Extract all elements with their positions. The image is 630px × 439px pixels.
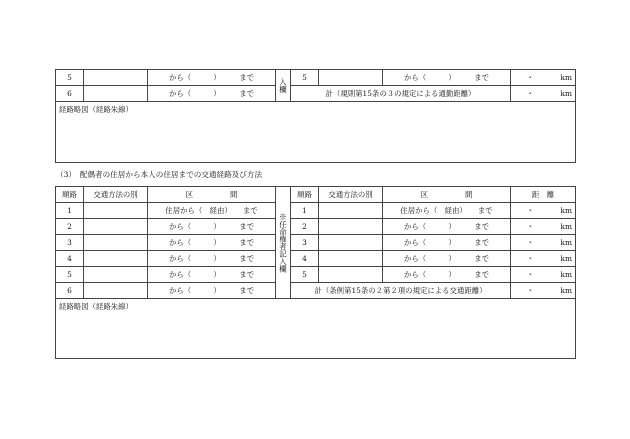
table-header-row — [56, 187, 576, 203]
route-order-cell: 6 — [56, 86, 84, 102]
distance-cell[interactable]: ・ km — [511, 219, 576, 235]
total-distance-label: 計（条例第15条の２第２項の規定による交通距離） — [291, 283, 511, 299]
route-section-cell[interactable]: から（ ） まで — [383, 219, 511, 235]
distance-cell[interactable]: ・ km — [511, 283, 576, 299]
route-map-label: 経路略図（経路朱線） — [59, 302, 133, 311]
appointer-entry-label: 入欄 — [276, 70, 291, 102]
table-row — [56, 70, 576, 86]
header-order-right: 順路 — [291, 187, 319, 203]
appointer-entry-label: ※任命権者記入欄 — [276, 187, 291, 299]
transport-method-cell[interactable] — [319, 235, 383, 251]
route-map-label: 経路略図（経路朱線） — [59, 105, 133, 114]
transport-method-cell[interactable] — [84, 267, 148, 283]
route-order-cell: 3 — [56, 235, 84, 251]
header-section: 区 間 — [148, 187, 276, 203]
route-order-cell: 4 — [56, 251, 84, 267]
route-section-cell[interactable]: から（ ） まで — [148, 86, 276, 102]
table-row — [56, 235, 576, 251]
transport-method-cell[interactable] — [84, 86, 148, 102]
distance-cell[interactable]: ・ km — [511, 235, 576, 251]
route-order-cell: 3 — [291, 235, 319, 251]
distance-cell[interactable]: ・ km — [511, 251, 576, 267]
route-order-cell: 2 — [291, 219, 319, 235]
transport-method-cell[interactable] — [319, 219, 383, 235]
route-section-cell[interactable]: から（ ） まで — [383, 235, 511, 251]
table-row — [56, 86, 576, 102]
route-section-cell[interactable]: から（ ） まで — [148, 251, 276, 267]
route-section-cell[interactable]: から（ ） まで — [148, 235, 276, 251]
table-row — [56, 219, 576, 235]
route-map-area[interactable] — [56, 102, 576, 163]
route-order-cell: 4 — [291, 251, 319, 267]
route-order-cell: 5 — [291, 267, 319, 283]
route-section-cell[interactable]: から（ ） まで — [148, 219, 276, 235]
route-order-cell: 1 — [291, 203, 319, 219]
transport-method-cell[interactable] — [84, 235, 148, 251]
transport-method-cell[interactable] — [84, 70, 148, 86]
transport-method-cell[interactable] — [84, 283, 148, 299]
header-section-right: 区 間 — [383, 187, 511, 203]
route-order-cell: 1 — [56, 203, 84, 219]
transport-method-cell[interactable] — [319, 70, 383, 86]
table-row — [56, 267, 576, 283]
route-map-row — [56, 102, 576, 163]
table-row — [56, 251, 576, 267]
route-section-cell[interactable]: 住居から（ 経由） まで — [383, 203, 511, 219]
route-section-cell[interactable]: から（ ） まで — [148, 70, 276, 86]
transport-method-cell[interactable] — [319, 251, 383, 267]
section-title: （3） 配偶者の住居から本人の住居までの交通経路及び方法 — [56, 170, 263, 179]
header-distance: 距 離 — [511, 187, 576, 203]
total-distance-label: 計（規則第15条の３の規定による通勤距離） — [291, 86, 511, 102]
transport-method-cell[interactable] — [84, 203, 148, 219]
route-order-cell: 5 — [56, 70, 84, 86]
route-order-cell: 2 — [56, 219, 84, 235]
route-order-cell: 5 — [291, 70, 319, 86]
route-map-row — [56, 299, 576, 359]
transport-method-cell[interactable] — [319, 267, 383, 283]
route-map-area[interactable] — [56, 299, 576, 359]
transport-method-cell[interactable] — [84, 251, 148, 267]
header-method: 交通方法の別 — [84, 187, 148, 203]
route-order-cell: 6 — [56, 283, 84, 299]
header-order: 順路 — [56, 187, 84, 203]
table-row — [56, 283, 576, 299]
top-route-table — [55, 69, 576, 163]
transport-method-cell[interactable] — [84, 219, 148, 235]
header-method-right: 交通方法の別 — [319, 187, 383, 203]
distance-cell[interactable]: ・ km — [511, 203, 576, 219]
route-section-cell[interactable]: 住居から（ 経由） まで — [148, 203, 276, 219]
route-section-cell[interactable]: から（ ） まで — [148, 267, 276, 283]
distance-cell[interactable]: ・ km — [511, 86, 576, 102]
route-section-cell[interactable]: から（ ） まで — [383, 267, 511, 283]
spouse-route-table — [55, 186, 576, 359]
route-section-cell[interactable]: から（ ） まで — [148, 283, 276, 299]
route-order-cell: 5 — [56, 267, 84, 283]
distance-cell[interactable]: ・ km — [511, 267, 576, 283]
transport-method-cell[interactable] — [319, 203, 383, 219]
table-row — [56, 203, 576, 219]
route-section-cell[interactable]: から（ ） まで — [383, 251, 511, 267]
route-section-cell[interactable]: から（ ） まで — [383, 70, 511, 86]
distance-cell[interactable]: ・ km — [511, 70, 576, 86]
